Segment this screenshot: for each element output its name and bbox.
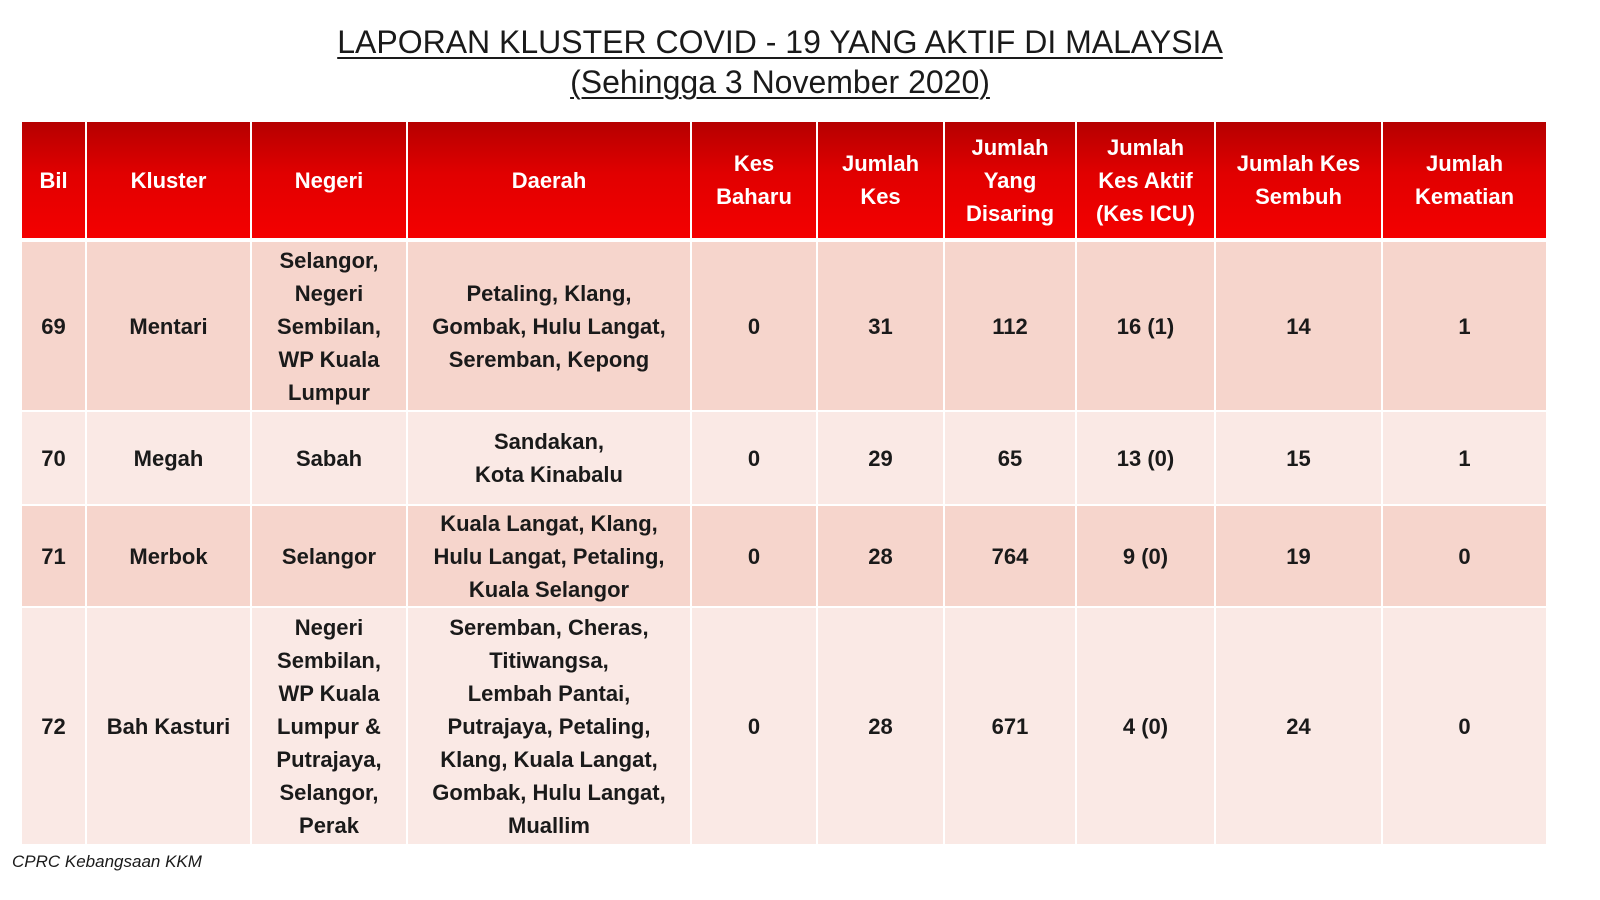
- header-kematian: Jumlah Kematian: [1382, 122, 1546, 240]
- cell-kluster: Megah: [86, 411, 251, 505]
- cluster-table: [22, 122, 1546, 844]
- header-jumlah-kes: Jumlah Kes: [817, 122, 944, 240]
- cell-kes-aktif: 4 (0): [1076, 607, 1215, 844]
- cell-daerah: Petaling, Klang, Gombak, Hulu Langat, Seremban, Kepong: [407, 240, 691, 411]
- cell-jumlah-kes: 29: [817, 411, 944, 505]
- cell-sembuh: 24: [1215, 607, 1382, 844]
- report-title: [0, 22, 1560, 102]
- cell-kes-aktif: 16 (1): [1076, 240, 1215, 411]
- cell-kematian: 1: [1382, 240, 1546, 411]
- header-bil: Bil: [22, 122, 86, 240]
- cell-kluster: Mentari: [86, 240, 251, 411]
- table-row: [22, 240, 1546, 411]
- table-row: [22, 411, 1546, 505]
- cell-sembuh: 14: [1215, 240, 1382, 411]
- cell-kematian: 0: [1382, 607, 1546, 844]
- source-footnote: CPRC Kebangsaan KKM: [12, 852, 202, 871]
- cell-daerah: Kuala Langat, Klang, Hulu Langat, Petaling, Kuala Selangor: [407, 505, 691, 607]
- cell-kes-baharu: 0: [691, 607, 817, 844]
- cell-kes-baharu: 0: [691, 411, 817, 505]
- cell-bil: 70: [22, 411, 86, 505]
- cell-kematian: 0: [1382, 505, 1546, 607]
- cell-kes-baharu: 0: [691, 240, 817, 411]
- cell-kluster: Merbok: [86, 505, 251, 607]
- cell-bil: 72: [22, 607, 86, 844]
- cell-kes-aktif: 9 (0): [1076, 505, 1215, 607]
- cell-jumlah-disaring: 65: [944, 411, 1076, 505]
- cell-bil: 71: [22, 505, 86, 607]
- cell-daerah: Sandakan, Kota Kinabalu: [407, 411, 691, 505]
- cell-jumlah-disaring: 112: [944, 240, 1076, 411]
- cell-kematian: 1: [1382, 411, 1546, 505]
- header-daerah: Daerah: [407, 122, 691, 240]
- header-jumlah-disaring: Jumlah Yang Disaring: [944, 122, 1076, 240]
- cell-negeri: Selangor: [251, 505, 407, 607]
- cell-jumlah-kes: 28: [817, 505, 944, 607]
- title-line-1: LAPORAN KLUSTER COVID - 19 YANG AKTIF DI MALAYSIA: [337, 24, 1223, 60]
- cell-sembuh: 15: [1215, 411, 1382, 505]
- cell-sembuh: 19: [1215, 505, 1382, 607]
- cell-jumlah-kes: 31: [817, 240, 944, 411]
- cell-negeri: Sabah: [251, 411, 407, 505]
- table-header-row: [22, 122, 1546, 240]
- cell-bil: 69: [22, 240, 86, 411]
- table-row: [22, 505, 1546, 607]
- cell-jumlah-kes: 28: [817, 607, 944, 844]
- cell-negeri: Negeri Sembilan, WP Kuala Lumpur & Putrajaya, Selangor, Perak: [251, 607, 407, 844]
- header-sembuh: Jumlah Kes Sembuh: [1215, 122, 1382, 240]
- cell-kluster: Bah Kasturi: [86, 607, 251, 844]
- header-kes-aktif: Jumlah Kes Aktif (Kes ICU): [1076, 122, 1215, 240]
- header-negeri: Negeri: [251, 122, 407, 240]
- cell-kes-baharu: 0: [691, 505, 817, 607]
- cell-jumlah-disaring: 764: [944, 505, 1076, 607]
- cell-daerah: Seremban, Cheras, Titiwangsa, Lembah Pantai, Putrajaya, Petaling, Klang, Kuala Langat, Gombak, Hulu Langat, Muallim: [407, 607, 691, 844]
- table-row: [22, 607, 1546, 844]
- header-kluster: Kluster: [86, 122, 251, 240]
- header-kes-baharu: Kes Baharu: [691, 122, 817, 240]
- cell-jumlah-disaring: 671: [944, 607, 1076, 844]
- cell-kes-aktif: 13 (0): [1076, 411, 1215, 505]
- title-line-2: (Sehingga 3 November 2020): [570, 64, 990, 100]
- cell-negeri: Selangor, Negeri Sembilan, WP Kuala Lumpur: [251, 240, 407, 411]
